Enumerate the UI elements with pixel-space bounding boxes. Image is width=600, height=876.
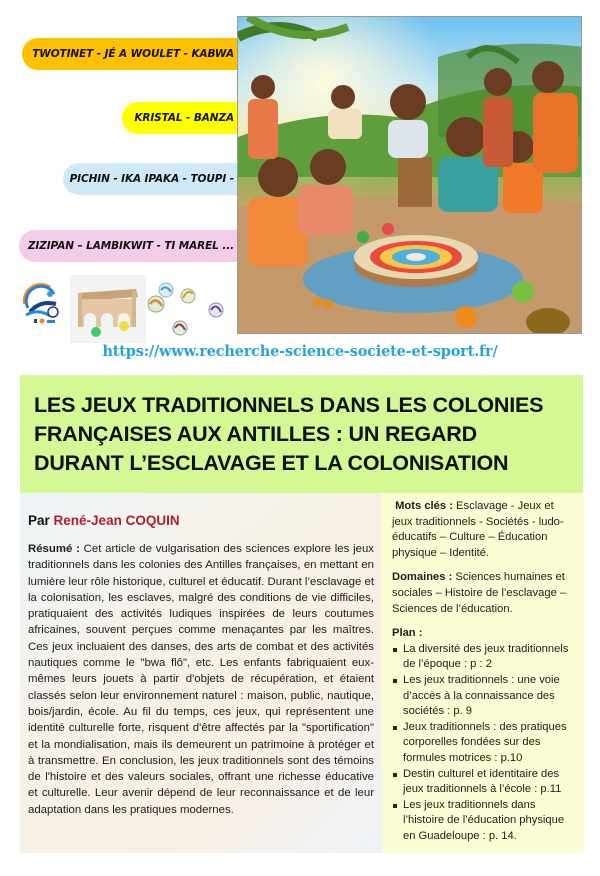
plan-item: Les jeux traditionnels : une voie d’accès à la connaissance des sociétés : p. 9 [392,673,576,720]
metadata-sidebar [382,493,584,853]
plan-item: Les jeux traditionnels dans l’histoire de l’éducation physique en Guadeloupe : p. 14. [392,798,576,845]
title-line-1: LES JEUX TRADITIONNELS DANS LES COLONIES [34,392,544,417]
article-title [34,391,543,478]
pill-label: TWOTINET - JÉ A WOULET - KABWA [32,48,234,60]
marbles-image [146,280,238,340]
title-line-3: DURANT L’ESCLAVAGE ET LA COLONISATION [34,450,509,475]
hero-illustration-children-playing [237,16,582,334]
wooden-box-game-image [70,275,146,343]
keywords-text: Esclavage - Jeux et jeux traditionnels - Sociétés - ludo-éducatifs – Culture – Éducation physique – Identité. [392,500,564,559]
game-names-pill-4 [19,230,240,262]
game-names-pill-1 [22,38,240,70]
domains-label: Domaines : [392,571,453,584]
plan-list [392,642,576,845]
abstract-text: Cet article de vulgarisation des sciences explore les jeux traditionnels dans les colonies des Antilles françaises, en mettant en lumière leur rôle historique, culturel et éducatif. Durant l’esclavage et la colonisation, les esclaves, malgré des conditions de vie difficiles, pratiquaient des activités ludiques inspirées de leurs coutumes africaines, souvent perçues comme menaçantes par les maîtres. Ces jeux incluaient des danses, des arts de combat et des activités nautiques comme le "bwa flô", etc. Les enfants fabriquaient eux-mêmes leurs jouets à partir d'objets de récupération, et étaient classés selon leur environnement naturel : maison, public, nautique, bois/jardin, école. Au fil du temps, ces jeux, qui représentent une identité culturelle forte, risquent d'être affectés par la "sportification" et la mondialisation, mais ils demeurent un patrimoine à protéger et à transmettre. En conclusion, les jeux traditionnels sont des témoins de l'histoire et des valeurs sociales, offrant une richesse éducative et culturelle. Leur avenir dépend de leur reconnaissance et de leur adaptation dans les pratiques modernes. [28,543,374,816]
website-link[interactable]: https://www.recherche-science-societe-et-sport.fr/ [102,343,498,360]
author-prefix: Par [28,513,50,528]
keywords-label: Mots clés : [395,500,453,512]
plan-label: Plan : [392,627,423,640]
plan-item: La diversité des jeux traditionnels de l’époque : p : 2 [392,642,576,673]
game-names-pill-3 [63,163,240,195]
pill-label: KRISTAL - BANZA [134,112,234,124]
abstract-label: Résumé : [28,543,80,555]
game-names-pill-2 [122,102,240,134]
plan-item: Jeux traditionnels : des pratiques corporelles fondées sur des formules motrices : p.10 [392,720,576,767]
plan-block [392,626,576,844]
sport-science-logo [20,282,62,326]
author-line [28,513,374,528]
title-band [20,375,583,493]
plan-item: Destin culturel et identitaire des jeux traditionnels à l’école : p.11 [392,767,576,798]
domains-text: Sciences humaines et sociales – Histoire de l’esclavage – Sciences de l’éducation. [392,571,567,615]
pill-label: PICHIN - IKA IPAKA - TOUPI - [69,173,234,185]
domains-block [392,570,576,617]
abstract-paragraph [28,541,374,818]
author-name: René-Jean COQUIN [53,513,180,528]
pill-label: ZIZIPAN – LAMBIKWIT - TI MAREL ... [27,240,234,252]
title-line-2: FRANÇAISES AUX ANTILLES : UN REGARD [34,421,477,446]
keywords-block [392,499,576,561]
abstract-section [20,493,382,853]
